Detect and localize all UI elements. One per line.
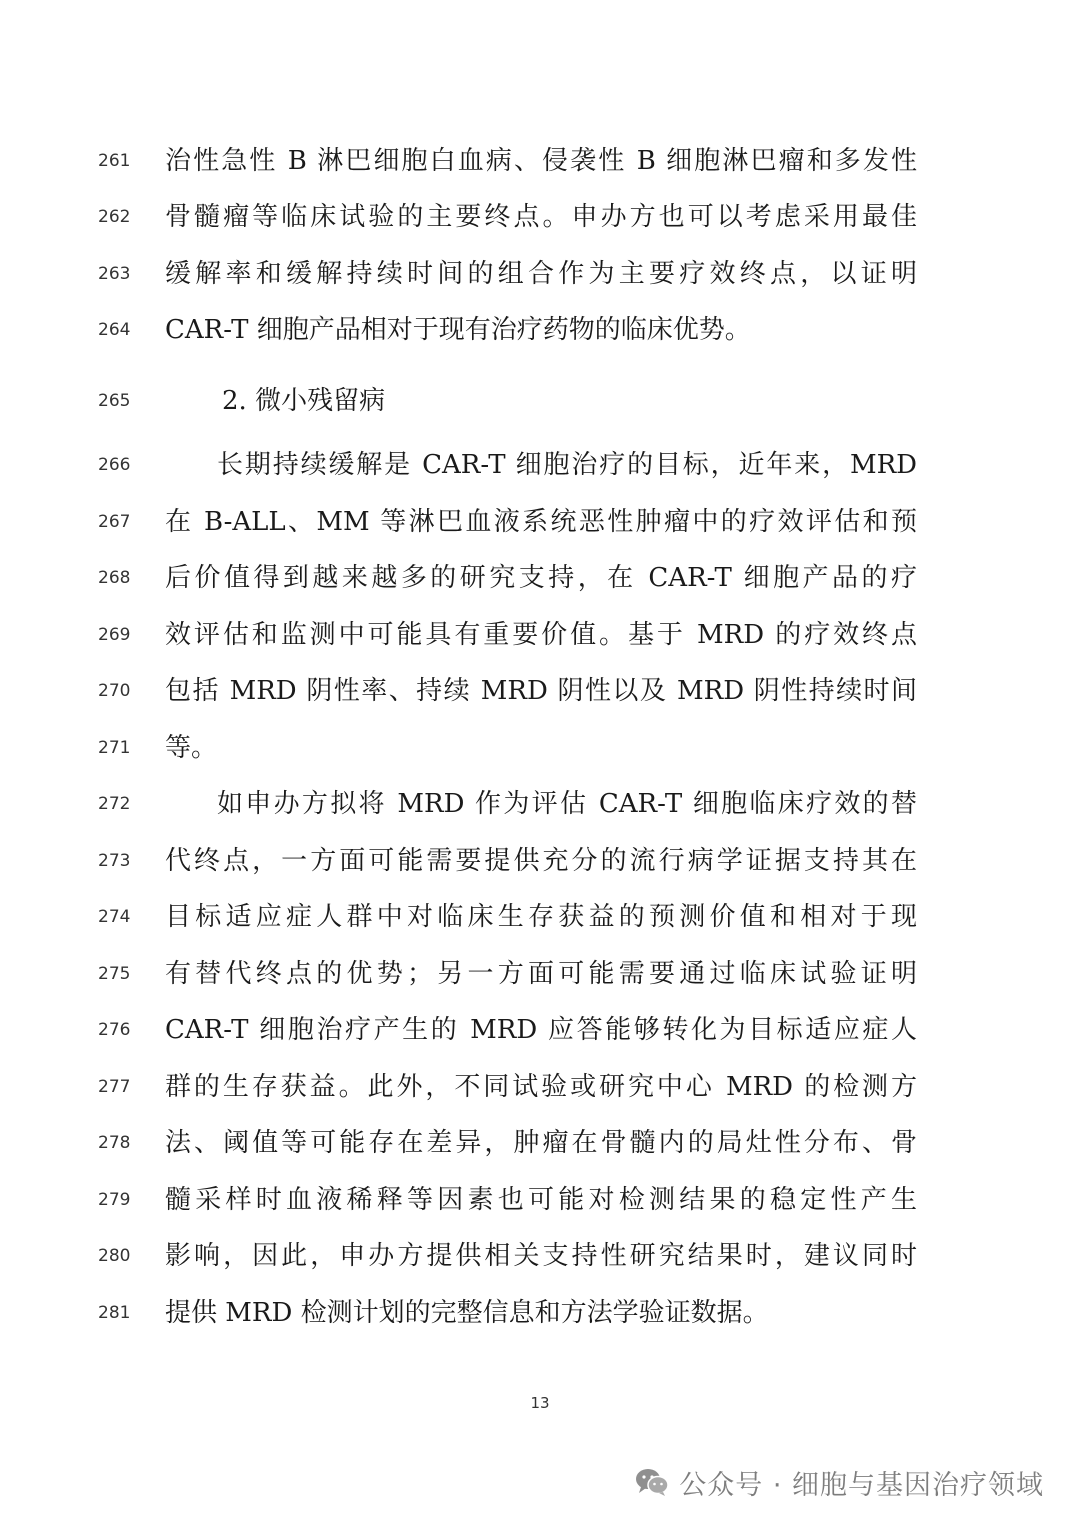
line-text: 治性急性 B 淋巴细胞白血病、侵袭性 B 细胞淋巴瘤和多发性 (165, 146, 917, 176)
line-number: 278 (98, 1133, 131, 1153)
text-line (0, 502, 1080, 542)
text-line (0, 445, 1080, 485)
line-text: 有替代终点的优势；另一方面可能需要通过临床试验证明 (165, 959, 917, 989)
line-number: 272 (98, 794, 131, 814)
line-text: 代终点，一方面可能需要提供充分的流行病学证据支持其在 (165, 846, 917, 876)
line-text: 目标适应症人群中对临床生存获益的预测价值和相对于现 (165, 902, 917, 932)
line-number: 276 (98, 1020, 131, 1040)
line-text: 髓采样时血液稀释等因素也可能对检测结果的稳定性产生 (165, 1185, 917, 1215)
line-text: 如申办方拟将 MRD 作为评估 CAR-T 细胞临床疗效的替 (217, 789, 917, 819)
text-line (0, 141, 1080, 181)
line-number: 277 (98, 1077, 131, 1097)
text-line (0, 1180, 1080, 1220)
text-line (0, 1293, 1080, 1333)
text-line (0, 1236, 1080, 1276)
text-line (0, 1010, 1080, 1050)
line-number: 281 (98, 1303, 131, 1323)
text-line (0, 1123, 1080, 1163)
text-line (0, 954, 1080, 994)
line-text: 等。 (165, 733, 218, 763)
line-text: 影响，因此，申办方提供相关支持性研究结果时，建议同时 (165, 1241, 917, 1271)
line-number: 271 (98, 738, 131, 758)
text-line (0, 254, 1080, 294)
line-number: 279 (98, 1190, 131, 1210)
line-text: CAR-T 细胞产品相对于现有治疗药物的临床优势。 (165, 315, 751, 345)
line-text: 群的生存获益。此外，不同试验或研究中心 MRD 的检测方 (165, 1072, 917, 1102)
text-line (0, 671, 1080, 711)
text-line (0, 728, 1080, 768)
text-line (0, 1067, 1080, 1107)
line-number: 280 (98, 1246, 131, 1266)
text-line (0, 197, 1080, 237)
line-text: 骨髓瘤等临床试验的主要终点。申办方也可以考虑采用最佳 (165, 202, 917, 232)
section-heading: 2. 微小残留病 (222, 386, 386, 416)
line-text: 长期持续缓解是 CAR-T 细胞治疗的目标，近年来，MRD (217, 450, 917, 480)
line-text: CAR-T 细胞治疗产生的 MRD 应答能够转化为目标适应症人 (165, 1015, 917, 1045)
line-number: 261 (98, 151, 131, 171)
line-number: 275 (98, 964, 131, 984)
section-heading-line (0, 381, 1080, 421)
line-text: 在 B-ALL、MM 等淋巴血液系统恶性肿瘤中的疗效评估和预 (165, 507, 917, 537)
line-number: 268 (98, 568, 131, 588)
text-line (0, 558, 1080, 598)
line-text: 后价值得到越来越多的研究支持，在 CAR-T 细胞产品的疗 (165, 563, 917, 593)
line-number: 265 (98, 391, 131, 411)
line-number: 262 (98, 207, 131, 227)
line-text: 效评估和监测中可能具有重要价值。基于 MRD 的疗效终点 (165, 620, 917, 650)
line-number: 264 (98, 320, 131, 340)
line-text: 包括 MRD 阴性率、持续 MRD 阴性以及 MRD 阴性持续时间 (165, 676, 917, 706)
text-line (0, 784, 1080, 824)
line-number: 270 (98, 681, 131, 701)
page-number: 13 (530, 1394, 550, 1412)
line-text: 缓解率和缓解持续时间的组合作为主要疗效终点，以证明 (165, 259, 917, 289)
line-text: 法、阈值等可能存在差异，肿瘤在骨髓内的局灶性分布、骨 (165, 1128, 917, 1158)
line-number: 263 (98, 264, 131, 284)
line-text: 提供 MRD 检测计划的完整信息和方法学验证数据。 (165, 1298, 769, 1328)
line-number: 266 (98, 455, 131, 475)
text-line (0, 615, 1080, 655)
text-line (0, 897, 1080, 937)
line-number: 274 (98, 907, 131, 927)
line-number: 267 (98, 512, 131, 532)
wechat-icon (635, 1467, 669, 1497)
line-number: 273 (98, 851, 131, 871)
watermark-text: 公众号 · 细胞与基因治疗领域 (679, 1469, 1044, 1501)
text-line (0, 310, 1080, 350)
watermark (635, 1462, 1044, 1502)
line-number: 269 (98, 625, 131, 645)
text-line (0, 841, 1080, 881)
